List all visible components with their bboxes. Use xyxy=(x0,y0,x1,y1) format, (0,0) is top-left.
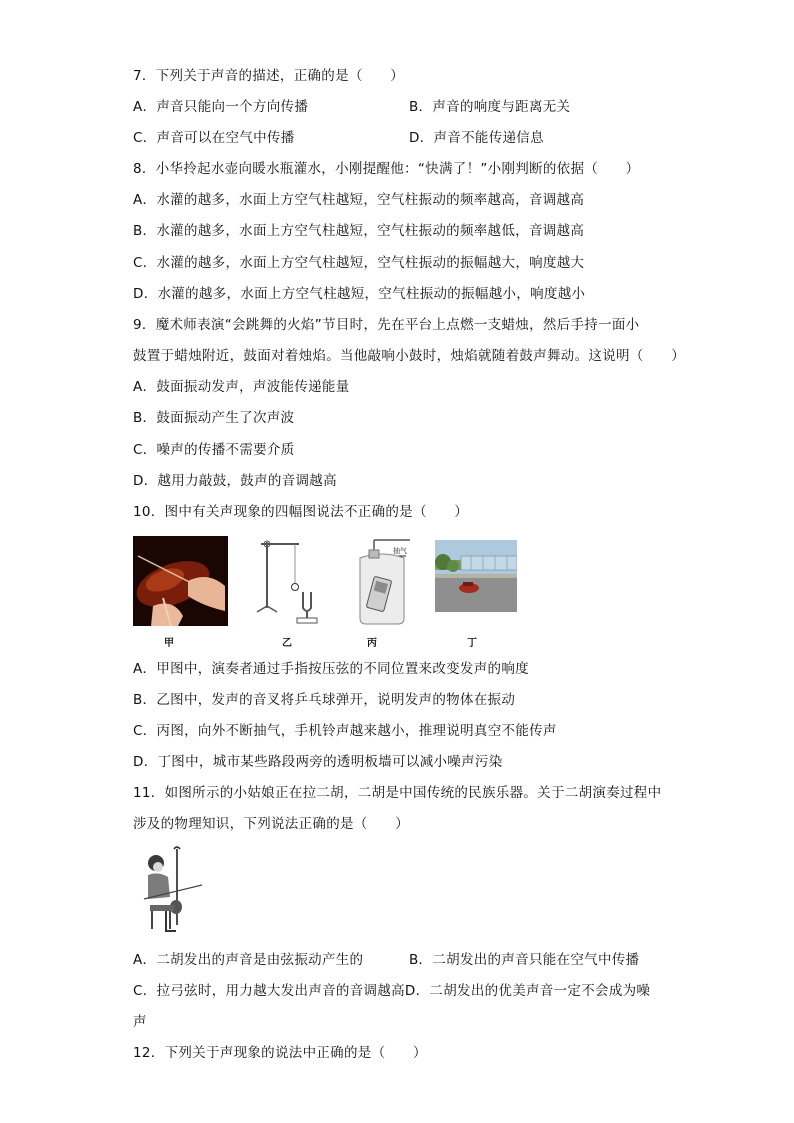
q7-option-a: A．声音只能向一个方向传播 xyxy=(133,99,309,115)
q8-option-a: A．水灌的越多，水面上方空气柱越短，空气柱振动的频率越高，音调越高 xyxy=(133,192,585,208)
pump-label: 抽气 xyxy=(393,547,407,555)
q12-stem: 12．下列关于声现象的说法中正确的是（ ） xyxy=(133,1045,427,1061)
q7-option-c: C．声音可以在空气中传播 xyxy=(133,130,295,146)
sound-barrier-figure xyxy=(435,540,517,612)
q7-stem: 7．下列关于声音的描述，正确的是（ ） xyxy=(133,68,405,84)
q10-option-a: A．甲图中，演奏者通过手指按压弦的不同位置来改变发声的响度 xyxy=(133,661,529,677)
q9-stem-line2: 鼓置于蜡烛附近，鼓面对着烛焰。当他敲响小鼓时，烛焰就随着鼓声舞动。这说明（ ） xyxy=(133,348,685,364)
q8-option-c: C．水灌的越多，水面上方空气柱越短，空气柱振动的振幅越大，响度越大 xyxy=(133,255,585,271)
q11-option-cd: C．拉弓弦时，用力越大发出声音的音调越高D．二胡发出的优美声音一定不会成为噪 xyxy=(133,983,651,999)
caption-ding: 丁 xyxy=(467,638,477,649)
q10-option-d: D．丁图中，城市某些路段两旁的透明板墙可以减小噪声污染 xyxy=(133,754,503,770)
q10-stem: 10．图中有关声现象的四幅图说法不正确的是（ ） xyxy=(133,504,469,520)
q9-option-a: A．鼓面振动发声，声波能传递能量 xyxy=(133,379,350,395)
q11-option-b: B．二胡发出的声音只能在空气中传播 xyxy=(409,952,640,968)
q8-stem: 8．小华拎起水壶向暖水瓶灌水，小刚提醒他：“快满了！”小刚判断的依据（ ） xyxy=(133,161,640,177)
caption-jia: 甲 xyxy=(164,638,174,649)
violin-figure xyxy=(133,536,228,626)
caption-yi: 乙 xyxy=(282,638,292,649)
caption-bing: 丙 xyxy=(367,638,377,649)
tuning-fork-figure xyxy=(255,536,325,626)
q11-stem-line2: 涉及的物理知识，下列说法正确的是（ ） xyxy=(133,816,409,832)
q7-option-d: D．声音不能传递信息 xyxy=(409,130,544,146)
q7-option-b: B．声音的响度与距离无关 xyxy=(409,99,571,115)
q11-stem-line1: 11．如图所示的小姑娘正在拉二胡，二胡是中国传统的民族乐器。关于二胡演奏过程中 xyxy=(133,785,662,801)
bell-jar-figure xyxy=(350,536,415,626)
q10-option-c: C．丙图，向外不断抽气，手机铃声越来越小，推理说明真空不能传声 xyxy=(133,723,557,739)
q9-option-b: B．鼓面振动产生了次声波 xyxy=(133,410,295,426)
q11-option-cd-continued: 声 xyxy=(133,1014,147,1030)
q9-option-c: C．噪声的传播不需要介质 xyxy=(133,442,295,458)
q8-option-d: D．水灌的越多，水面上方空气柱越短，空气柱振动的振幅越小，响度越小 xyxy=(133,286,586,302)
q8-option-b: B．水灌的越多，水面上方空气柱越短，空气柱振动的频率越低，音调越高 xyxy=(133,223,585,239)
q9-option-d: D．越用力敲鼓，鼓声的音调越高 xyxy=(133,473,337,489)
erhu-girl-figure xyxy=(140,845,210,935)
q9-stem-line1: 9．魔术师表演“会跳舞的火焰”节目时，先在平台上点燃一支蜡烛，然后手持一面小 xyxy=(133,317,640,333)
q11-option-a: A．二胡发出的声音是由弦振动产生的 xyxy=(133,952,364,968)
q10-option-b: B．乙图中，发声的音叉将乒乓球弹开，说明发声的物体在振动 xyxy=(133,692,516,708)
